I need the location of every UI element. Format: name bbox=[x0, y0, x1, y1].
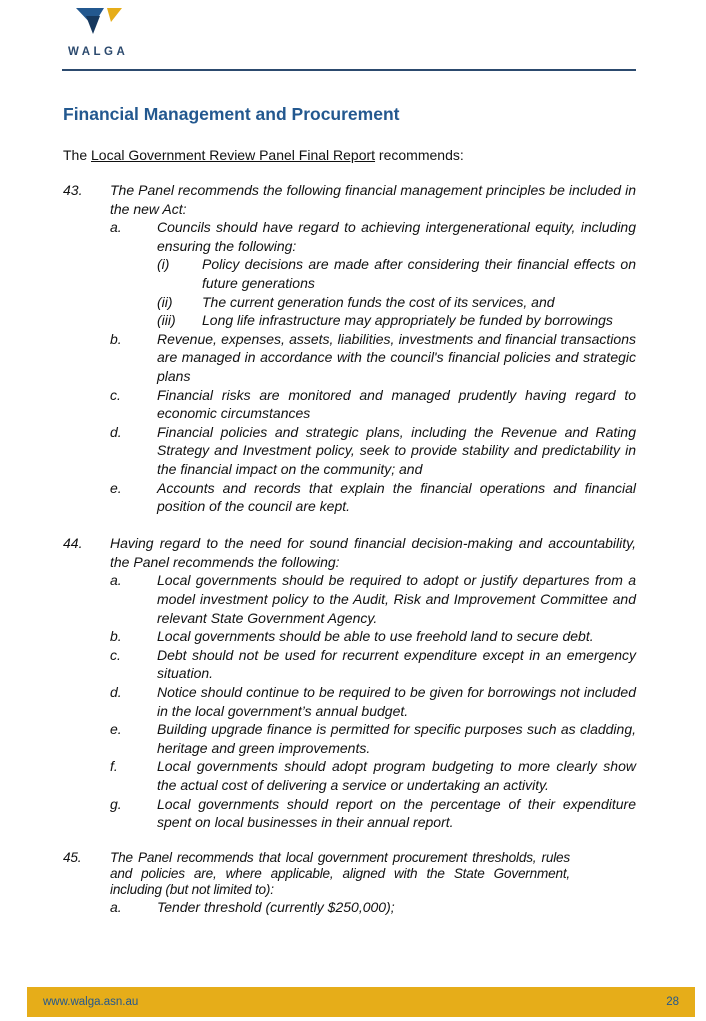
sub-item-text: Building upgrade finance is permitted for specific purposes such as cladding, heritage and green improvements. bbox=[157, 721, 636, 756]
page-title: Financial Management and Procurement bbox=[63, 104, 400, 124]
intro-paragraph bbox=[63, 147, 464, 163]
sub-item bbox=[110, 683, 636, 720]
header-divider bbox=[62, 69, 636, 71]
spacer bbox=[63, 516, 636, 535]
item-number: 45. bbox=[63, 850, 82, 866]
sub-sub-item-text: The current generation funds the cost of its services, and bbox=[202, 293, 555, 310]
sub-sub-item-label: (iii) bbox=[157, 312, 176, 329]
sub-sub-item-text: Long life infrastructure may appropriately be funded by borrowings bbox=[202, 312, 613, 329]
item-number: 43. bbox=[63, 182, 83, 198]
sub-item-label: e. bbox=[110, 479, 122, 496]
sub-item bbox=[110, 571, 636, 627]
sub-item-label: d. bbox=[110, 683, 122, 700]
recommendation-45 bbox=[63, 850, 636, 917]
sub-item-label: b. bbox=[110, 628, 122, 645]
recommendation-43 bbox=[63, 181, 636, 516]
sub-item-label: c. bbox=[110, 646, 121, 663]
item-text: The Panel recommends the following financial management principles be included in the new Act: bbox=[110, 182, 636, 217]
sub-sub-item bbox=[157, 255, 636, 292]
sub-item bbox=[110, 423, 636, 479]
sub-item bbox=[110, 627, 636, 646]
sub-item bbox=[110, 479, 636, 516]
sub-item-text: Local governments should be able to use freehold land to secure debt. bbox=[157, 628, 594, 645]
report-link[interactable]: Local Government Review Panel Final Report bbox=[91, 147, 376, 163]
intro-prefix: The bbox=[63, 147, 92, 163]
footer-url-link[interactable]: www.walga.asn.au bbox=[43, 996, 139, 1008]
sub-item-text: Accounts and records that explain the financial operations and financial position of the council are kept. bbox=[157, 479, 636, 515]
walga-logo-mark-icon bbox=[76, 6, 126, 42]
sub-item bbox=[110, 330, 636, 386]
sub-item-label: a. bbox=[110, 219, 122, 236]
sub-item-text: Local governments should adopt program budgeting to more clearly show the actual cost of delivering a service or undertaking an activity. bbox=[157, 758, 636, 793]
item-text: Having regard to the need for sound financial decision-making and accountability, the Panel recommends the following: bbox=[110, 535, 636, 570]
sub-sub-item-label: (i) bbox=[157, 256, 170, 273]
sub-item-label: f. bbox=[110, 758, 118, 775]
walga-logo bbox=[62, 6, 142, 56]
intro-suffix: recommends: bbox=[375, 147, 464, 163]
page-number: 28 bbox=[666, 996, 679, 1008]
sub-item bbox=[110, 386, 636, 423]
sub-sub-item bbox=[157, 311, 636, 330]
sub-item-text: Tender threshold (currently $250,000); bbox=[157, 899, 395, 916]
sub-item-text: Councils should have regard to achieving intergenerational equity, including ensuring the following: bbox=[157, 219, 636, 254]
sub-item-label: a. bbox=[110, 899, 122, 916]
sub-item bbox=[110, 646, 636, 683]
sub-item-text: Revenue, expenses, assets, liabilities, investments and financial transactions are managed in accordance with the council's financial policies and strategic plans bbox=[157, 330, 636, 384]
sub-item-label: b. bbox=[110, 330, 122, 347]
item-text: The Panel recommends that local government procurement thresholds, rules and policies are, where applicable, aligned with the State Government, including (but not limited to): bbox=[110, 850, 570, 898]
sub-sub-item-text: Policy decisions are made after considering their financial effects on future generations bbox=[202, 256, 636, 291]
sub-sub-item bbox=[157, 293, 636, 312]
spacer bbox=[63, 832, 636, 851]
item-number: 44. bbox=[63, 535, 83, 552]
sub-item-text: Local governments should be required to adopt or justify departures from a model investment policy to the Audit, Risk and Improvement Committee and relevant State Government Agency. bbox=[157, 572, 636, 626]
sub-item bbox=[110, 795, 636, 832]
recommendations-list bbox=[63, 181, 636, 917]
sub-item bbox=[110, 720, 636, 757]
logo-text: WALGA bbox=[68, 46, 129, 58]
recommendation-44 bbox=[63, 534, 636, 832]
sub-item bbox=[110, 898, 636, 917]
page-footer bbox=[27, 987, 695, 1017]
sub-item bbox=[110, 757, 636, 794]
sub-sub-item-label: (ii) bbox=[157, 293, 173, 310]
sub-item-label: e. bbox=[110, 721, 122, 738]
sub-item-label: c. bbox=[110, 386, 121, 403]
sub-item-text: Financial policies and strategic plans, including the Revenue and Rating Strategy and Investment policy, seek to provide stability and predictability in the financial impact on the community; and bbox=[157, 423, 636, 477]
sub-item-label: a. bbox=[110, 572, 122, 589]
sub-item-label: g. bbox=[110, 795, 122, 812]
sub-item-text: Financial risks are monitored and managed prudently having regard to economic circumstances bbox=[157, 386, 636, 422]
sub-item-label: d. bbox=[110, 423, 122, 440]
sub-item bbox=[110, 218, 636, 330]
sub-item-text: Notice should continue to be required to be given for borrowings not included in the local government’s annual budget. bbox=[157, 683, 636, 719]
sub-item-text: Debt should not be used for recurrent expenditure except in an emergency situation. bbox=[157, 646, 636, 682]
sub-item-text: Local governments should report on the percentage of their expenditure spent on local businesses in their annual report. bbox=[157, 795, 636, 831]
